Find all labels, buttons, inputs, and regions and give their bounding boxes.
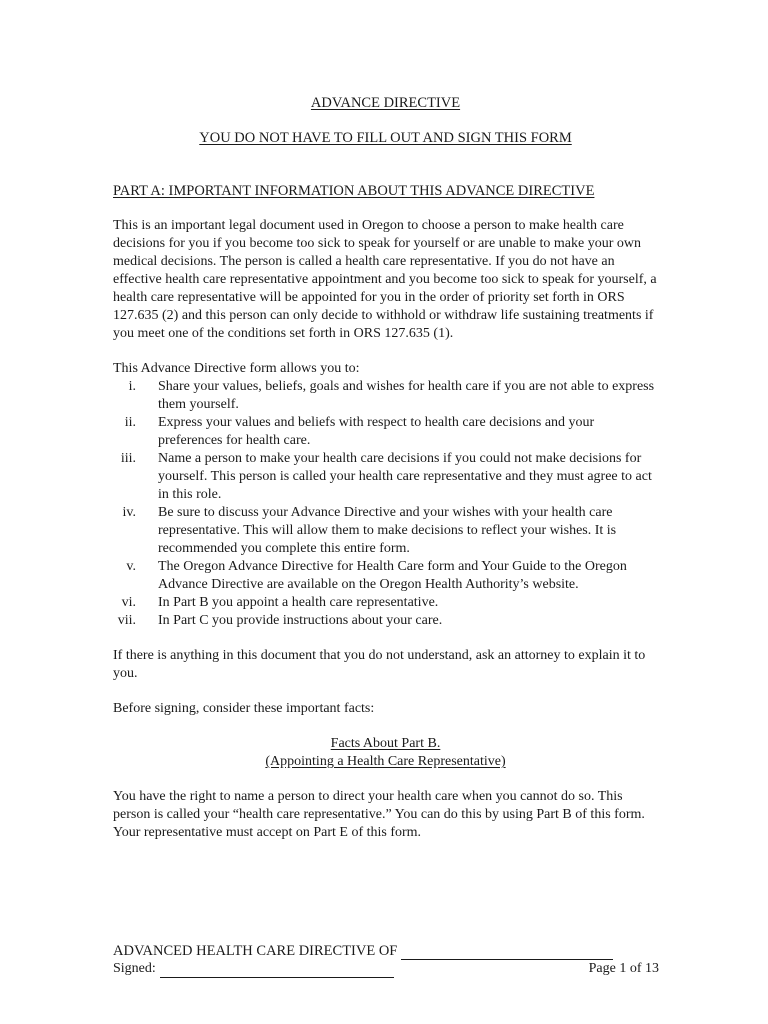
- attorney-paragraph: If there is anything in this document that you do not understand, ask an attorney to explain it to you.: [113, 648, 646, 681]
- list-item: [113, 378, 658, 414]
- list-item-text: Name a person to make your health care decisions if you could not make decisions for yourself. This person is called your health care representative and they must agree to act in this role.: [158, 451, 652, 502]
- list-item-number: ii.: [124, 415, 136, 430]
- list-item-number: vi.: [121, 595, 136, 610]
- list-item-text: Be sure to discuss your Advance Directive and your wishes with your health care representative. This will allow them to make decisions to reflect your wishes. It is recommended you complete this entire form.: [158, 505, 617, 556]
- document-title: ADVANCE DIRECTIVE: [310, 95, 461, 111]
- list-item-text: In Part C you provide instructions about your care.: [158, 613, 443, 628]
- list-item-text: The Oregon Advance Directive for Health Care form and Your Guide to the Oregon Advance Directive are available on the Oregon Health Authority’s website.: [158, 559, 627, 592]
- directive-of-name-field[interactable]: [401, 946, 613, 960]
- before-signing-text: Before signing, consider these important facts:: [113, 701, 375, 716]
- intro-paragraph: This is an important legal document used in Oregon to choose a person to make health care decisions for you if you become too sick to speak for yourself or are unable to make your own medical decisions. The person is called a health care representative. If you do not have an effective health care representative appointment and you become too sick to speak for yourself, a health care representative will be appointed for you in the order of priority set forth in ORS 127.635 (2) and this person can only decide to withhold or withdraw life sustaining treatments if you meet one of the conditions set forth in ORS 127.635 (1).: [113, 218, 657, 341]
- list-item-number: iii.: [120, 451, 136, 466]
- directive-of-line: [113, 942, 659, 960]
- list-intro: This Advance Directive form allows you to:: [113, 361, 360, 376]
- signature-line: [113, 960, 659, 978]
- directive-of-label: ADVANCED HEALTH CARE DIRECTIVE OF: [113, 943, 398, 959]
- page-footer: [113, 942, 659, 978]
- list-item-number: vii.: [117, 613, 136, 628]
- facts-heading-line1: Facts About Part B.: [330, 736, 441, 751]
- page-number: Page 1 of 13: [588, 961, 659, 976]
- list-item: [113, 414, 658, 450]
- list-item-number: v.: [126, 559, 136, 574]
- rights-paragraph: You have the right to name a person to direct your health care when you cannot do so. This person is called your “health care representative.” You can do this by using Part B of this form. Your representative must accept on Part E of this form.: [113, 789, 645, 840]
- list-item: [113, 504, 658, 558]
- list-item-number: iv.: [122, 505, 136, 520]
- facts-heading-line2: (Appointing a Health Care Representative): [265, 754, 506, 769]
- facts-heading: [113, 735, 658, 771]
- part-a-heading: PART A: IMPORTANT INFORMATION ABOUT THIS ADVANCE DIRECTIVE: [113, 183, 595, 199]
- list-item-text: Express your values and beliefs with respect to health care decisions and your preferences for health care.: [158, 415, 595, 448]
- list-item: [113, 612, 658, 630]
- list-item-text: Share your values, beliefs, goals and wishes for health care if you are not able to express them yourself.: [158, 379, 655, 412]
- document-page: [113, 94, 658, 859]
- signature-field[interactable]: [160, 964, 394, 978]
- form-allows-list: [113, 378, 658, 630]
- document-subtitle: YOU DO NOT HAVE TO FILL OUT AND SIGN THIS FORM: [199, 130, 572, 146]
- list-item-text: In Part B you appoint a health care representative.: [158, 595, 439, 610]
- signed-label: Signed:: [113, 961, 156, 976]
- list-item-number: i.: [128, 379, 136, 394]
- list-item: [113, 450, 658, 504]
- list-item: [113, 594, 658, 612]
- list-item: [113, 558, 658, 594]
